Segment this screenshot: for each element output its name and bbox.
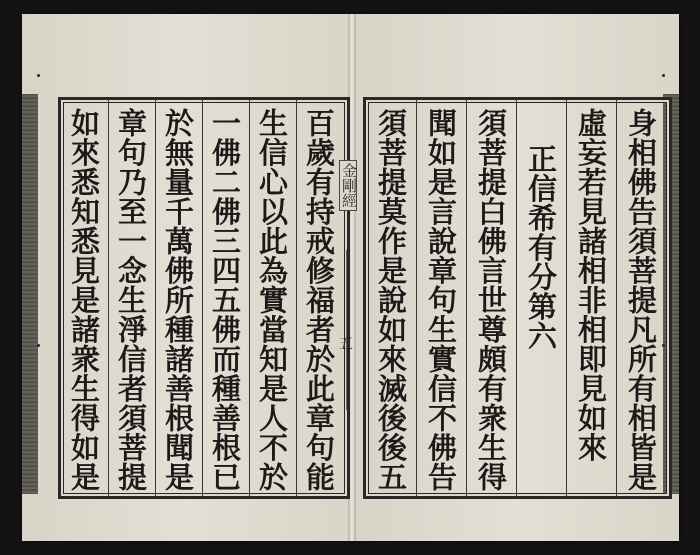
text-column: 須菩提白佛言世尊頗有衆生得 — [474, 108, 508, 492]
column-rule — [566, 100, 567, 496]
column-rule — [155, 100, 156, 496]
column-rule — [416, 100, 417, 496]
column-rule — [516, 100, 517, 496]
column-rule — [202, 100, 203, 496]
section-heading: 正信希有分第六 — [524, 144, 558, 351]
center-divider — [346, 250, 347, 410]
binding-hole — [37, 344, 40, 347]
text-column: 章句乃至一念生淨信者須菩提 — [114, 108, 148, 492]
text-column: 百歲有持戒修福者於此章句能 — [302, 108, 336, 492]
column-rule — [108, 100, 109, 496]
text-column: 一佛二佛三四五佛而種善根已 — [208, 108, 242, 492]
column-rule — [616, 100, 617, 496]
column-rule — [249, 100, 250, 496]
open-book — [22, 14, 679, 541]
text-column: 聞如是言說章句生實信不佛告 — [424, 108, 458, 492]
left-text-frame — [58, 97, 350, 499]
text-column: 身相佛告須菩提凡所有相皆是 — [624, 108, 658, 492]
column-rule — [296, 100, 297, 496]
binding-hole — [37, 74, 40, 77]
text-column: 須菩提莫作是說如來滅後後五 — [374, 108, 408, 492]
binding-hole — [662, 74, 665, 77]
left-page-edge — [22, 94, 38, 494]
text-column: 於無量千萬佛所種諸善根聞是 — [161, 108, 195, 492]
page-number: 五 — [337, 336, 353, 350]
center-title: 金剛經 — [339, 160, 357, 211]
text-column: 生信心以此為實當知是人不於 — [255, 108, 289, 492]
text-column: 如來悉知悉見是諸衆生得如是 — [67, 108, 101, 492]
column-rule — [466, 100, 467, 496]
text-column: 虛妄若見諸相非相即見如來 — [574, 108, 608, 462]
right-text-frame — [363, 97, 672, 499]
